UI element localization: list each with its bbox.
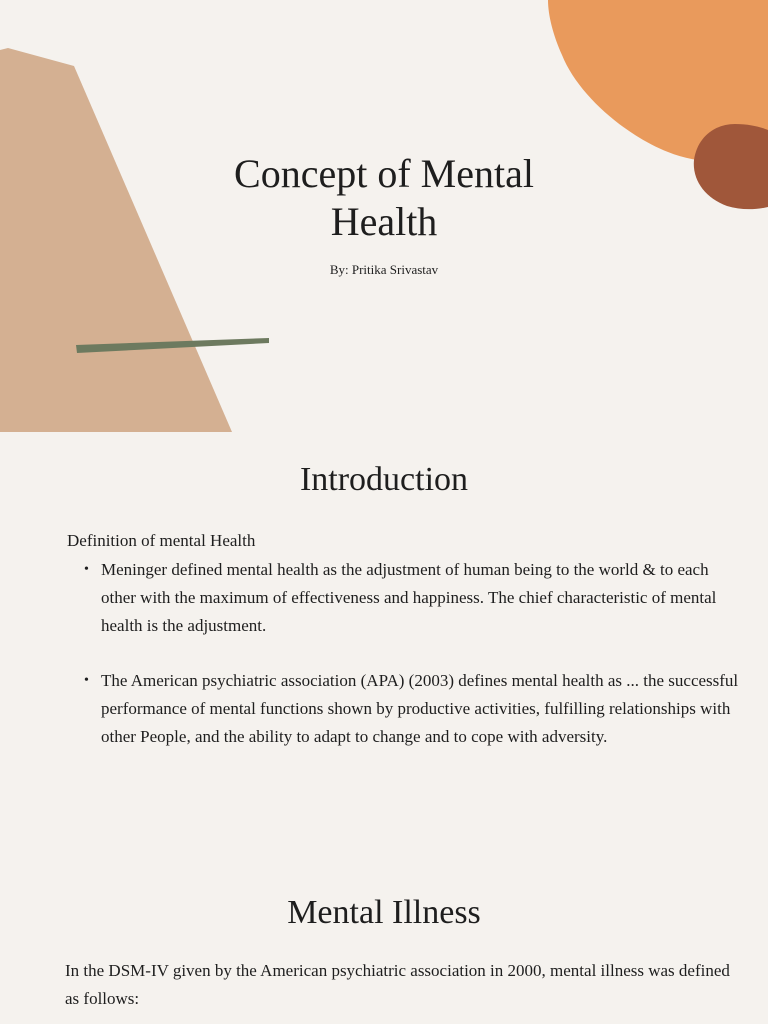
bullet-dot-icon: •: [84, 673, 89, 688]
bullet-item-apa: [84, 667, 741, 751]
definition-bullet-list: [84, 556, 741, 778]
bullet-text: The American psychiatric association (APA) (2003) defines mental health as ... the successful performance of mental functions shown by productive activities, fulfilling relationships with other People, and the ability to adapt to change and to cope with adversity.: [101, 671, 739, 746]
bullet-text: Meninger defined mental health as the adjustment of human being to the world & to each other with the maximum of effectiveness and happiness. The chief characteristic of mental health is the adjustment.: [101, 560, 717, 635]
presentation-title: [184, 150, 584, 246]
mental-illness-heading: Mental Illness: [287, 894, 481, 931]
author-byline: By: Pritika Srivastav: [329, 262, 439, 277]
definition-label: Definition of mental Health: [67, 531, 256, 550]
rust-blob-shape: [694, 124, 768, 209]
title-line-1: Concept of Mental: [234, 151, 534, 196]
bullet-dot-icon: •: [84, 562, 89, 577]
title-slide: [0, 0, 768, 432]
title-line-2: Health: [330, 199, 438, 244]
bullet-item-meninger: [84, 556, 741, 640]
introduction-heading: Introduction: [299, 461, 469, 498]
mental-illness-paragraph: In the DSM-IV given by the American psychiatric association in 2000, mental illness was defined as follows:: [65, 961, 730, 1008]
